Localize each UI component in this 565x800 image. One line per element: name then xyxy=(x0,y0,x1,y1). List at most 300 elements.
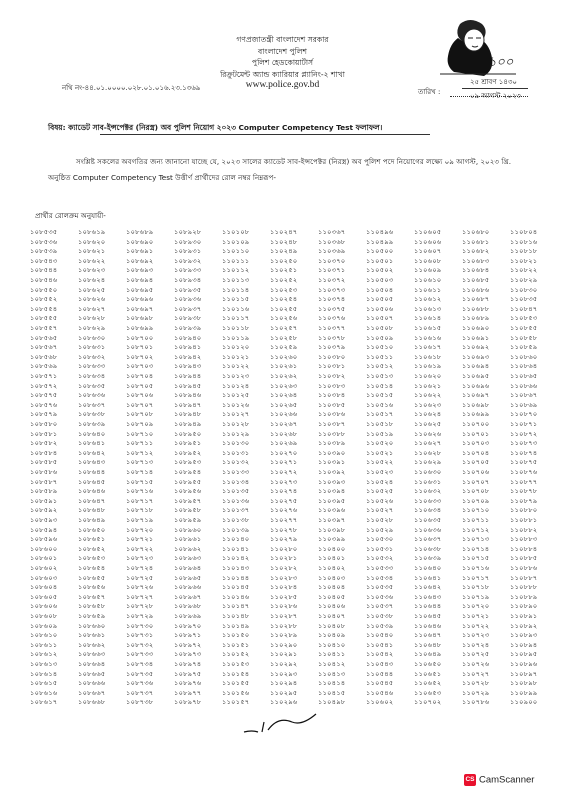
camscanner-watermark xyxy=(464,774,534,786)
roll-number-cell: ১১০৫৩৮ xyxy=(366,612,394,620)
roll-number-cell: ১১০৬৫১ xyxy=(414,669,442,678)
roll-number-cell: ১০৮৬৯৭ xyxy=(126,304,154,313)
roll-number-cell: ১১০১৩১ xyxy=(222,448,250,457)
roll-number-cell: ১১০৮৮৩ xyxy=(510,535,538,544)
list-intro: প্রার্থীর রোলক্রম অনুযায়ী- xyxy=(35,212,106,220)
roll-number-cell: ১১০২৬০ xyxy=(270,352,298,361)
roll-number-cell: ১০৮৫৮০ xyxy=(30,420,58,428)
roll-number-cell: ১০৮৭২৬ xyxy=(126,583,154,592)
roll-number-cell: ১০৮৬১২ xyxy=(30,650,58,659)
roll-number-cell: ১০৮৫৬৭ xyxy=(30,343,58,352)
roll-number-cell: ১০৮৯৪৪ xyxy=(174,372,202,380)
roll-number-cell: ১১০৫৩৯ xyxy=(366,621,394,630)
roll-number-cell: ১১০৮৭৪ xyxy=(510,448,538,457)
roll-number-cell: ১০৮৬৯৫ xyxy=(126,285,154,294)
roll-number-cell: ১১০৭০৮ xyxy=(462,487,490,496)
roll-number-cell: ১০৮৭০৬ xyxy=(126,391,154,400)
roll-number-cell: ১১০৫৩৬ xyxy=(366,592,394,601)
roll-number-cell: ১০৮৫৪৬ xyxy=(30,276,58,284)
roll-number-cell: ১১০৩৯২ xyxy=(318,468,346,476)
subject-underline xyxy=(100,134,430,135)
roll-number-cell: ১১০৩৮৩ xyxy=(318,381,346,390)
roll-number-cell: ১০৮৯৪৬ xyxy=(174,391,202,400)
roll-number-cell: ১১০২৭০ xyxy=(270,448,298,457)
roll-number-cell: ১১০৭২৪ xyxy=(462,640,490,649)
roll-number-cell: ১০৮৯৩৬ xyxy=(174,295,202,304)
roll-number-cell: ১১০৫০১ xyxy=(366,256,394,265)
roll-number-cell: ১১০৭০৯ xyxy=(462,496,490,505)
roll-number-cell: ১০৮৯৬২ xyxy=(174,544,202,553)
roll-number-cell: ১০৮৬৯৮ xyxy=(126,314,154,323)
roll-number-cell: ১১০৬৩২ xyxy=(414,487,442,496)
date-separator xyxy=(462,88,528,89)
roll-number-cell: ১১০২৪৭ xyxy=(270,228,298,236)
roll-number-cell: ১১০৮৮৬ xyxy=(510,564,538,572)
roll-number-cell: ১০৮৫৯৬ xyxy=(30,535,58,544)
roll-number-cell: ১০৮৬২৩ xyxy=(78,266,106,275)
roll-number-cell: ১১০১৫৭ xyxy=(222,698,250,707)
roll-number-cell: ১০৮৯৬১ xyxy=(174,535,202,544)
roll-number-cell: ১১০৮২১ xyxy=(510,256,538,265)
roll-number-cell: ১১০৭২১ xyxy=(462,612,490,620)
roll-number-cell: ১০৮৯৭২ xyxy=(174,640,202,649)
roll-number-cell: ১১০৬৪১ xyxy=(414,573,442,582)
roll-number-cell: ১০৮৯৭১ xyxy=(174,631,202,640)
roll-number-cell: ১১০৬০২ xyxy=(366,698,394,707)
roll-number-cell: ১১০৪০১ xyxy=(318,554,346,563)
roll-number-cell: ১১০৬১৪ xyxy=(414,314,442,323)
roll-number-cell: ১১০৬৩৫ xyxy=(414,516,442,524)
roll-number-cell: ১১০৩৭১ xyxy=(318,266,346,275)
roll-number-cell: ১১০৩৬৮ xyxy=(318,237,346,246)
roll-number-cell: ১০৮৫৬৯ xyxy=(30,362,58,371)
roll-number-cell: ১০৮৭১৫ xyxy=(126,477,154,486)
roll-number-cell: ১১০৩৭৬ xyxy=(318,314,346,323)
roll-number-cell: ১১০১২১ xyxy=(222,352,250,361)
roll-number-cell: ১১০৩৭৭ xyxy=(318,324,346,332)
roll-number-cell: ১০৮৬০৪ xyxy=(30,583,58,592)
roll-number-cell: ১১০৮০৪ xyxy=(510,228,538,236)
roll-number-cell: ১০৮৬১৯ xyxy=(78,228,106,236)
roll-number-cell: ১১০৬০৮ xyxy=(414,256,442,265)
roll-number-cell: ১১০২৮৪ xyxy=(270,583,298,592)
roll-number-cell: ১০৮৭১১ xyxy=(126,439,154,448)
roll-number-cell: ১১০৬৫৩ xyxy=(414,688,442,697)
roll-number-cell: ১০৮৯৩২ xyxy=(174,256,202,265)
roll-number-cell: ১১০১৩০ xyxy=(222,439,250,448)
roll-number-cell: ১০৮৬৩১ xyxy=(78,343,106,352)
roll-number-cell: ১১০৬৩৭ xyxy=(414,535,442,544)
roll-number-cell: ১০৮৬৪৫ xyxy=(78,477,106,486)
roll-number-cell: ১০৮৭১২ xyxy=(126,448,154,457)
roll-number-cell: ১১০৬১৫ xyxy=(414,324,442,332)
roll-number-cell: ১০৮৯৫৭ xyxy=(174,496,202,505)
roll-number-cell: ১১০৪৯৬ xyxy=(366,228,394,236)
roll-number-cell: ১০৮৭৩২ xyxy=(126,640,154,649)
roll-number-cell: ১১০৩৭২ xyxy=(318,276,346,284)
roll-number-cell: ১১০২৬২ xyxy=(270,372,298,380)
roll-number-cell: ১০৮৯২৮ xyxy=(174,228,202,236)
roll-number-cell: ১১০৮১৮ xyxy=(510,247,538,256)
roll-number-cell: ১১০৩৯৭ xyxy=(318,516,346,524)
roll-number-cell: ১১০২৭২ xyxy=(270,468,298,476)
reference-number: নথি নং-৪৪.০১.০০০০.০২৮.০১.০১৬.২৩.১৩৬৯ xyxy=(62,84,201,92)
roll-number-cell: ১০৮৯৭৮ xyxy=(174,698,202,707)
roll-number-cell: ১১০৫২৮ xyxy=(366,516,394,524)
roll-number-cell: ১০৮৬১৩ xyxy=(30,660,58,668)
roll-number-cell: ১০৮৬০৮ xyxy=(30,612,58,620)
website-link[interactable]: www.police.gov.bd xyxy=(245,80,320,91)
roll-number-cell: ১১০৪১৫ xyxy=(318,688,346,697)
roll-number-cell: ১১০১২৫ xyxy=(222,391,250,400)
roll-number-cell: ১১০১১৮ xyxy=(222,324,250,332)
roll-number-cell: ১১০৬৯২ xyxy=(462,343,490,352)
roll-number-cell: ১১০১০৮ xyxy=(222,228,250,236)
roll-number-cell: ১০৮৯৩১ xyxy=(174,247,202,256)
roll-number-cell: ১০৮৯৬৪ xyxy=(174,564,202,572)
roll-number-cell: ১১০২৭৩ xyxy=(270,477,298,486)
roll-number-cell: ১১০৬৩৩ xyxy=(414,496,442,505)
roll-number-cell: ১১০১২৪ xyxy=(222,381,250,390)
roll-number-cell: ১১০১৫০ xyxy=(222,631,250,640)
roll-number-cell: ১১০৮৭৩ xyxy=(510,439,538,448)
roll-number-cell: ১১০৩৭০ xyxy=(318,256,346,265)
roll-number-cell: ১১০৪১৪ xyxy=(318,679,346,688)
roll-number-cell: ১১০১৪১ xyxy=(222,544,250,553)
roll-number-cell: ১১০৮৮০ xyxy=(510,506,538,515)
roll-number-cell: ১১০৮৫৫ xyxy=(510,324,538,332)
roll-number-cell: ১০৮৬৩৪ xyxy=(78,372,106,380)
roll-number-cell: ১০৮৬৩৮ xyxy=(78,410,106,419)
roll-number-cell: ১১০২৬৩ xyxy=(270,381,298,390)
roll-number-cell: ১১০৮৭৬ xyxy=(510,468,538,476)
roll-number-cell: ১১০১৩৬ xyxy=(222,496,250,505)
roll-number-cell: ১০৮৯৩৪ xyxy=(174,276,202,284)
roll-number-cell: ১০৮৬২৯ xyxy=(78,324,106,332)
roll-number-cell: ১১০৬২৫ xyxy=(414,420,442,428)
roll-number-cell: ১০৮৫৮৬ xyxy=(30,468,58,476)
roll-number-cell: ১১০৮৯২ xyxy=(510,621,538,630)
roll-number-cell: ১০৮৭০৮ xyxy=(126,410,154,419)
roll-number-cell: ১১০৮৭৯ xyxy=(510,496,538,505)
roll-number-cell: ১১০২৯৪ xyxy=(270,679,298,688)
roll-number-cell: ১০৮৭০০ xyxy=(126,333,154,342)
roll-number-cell: ১০৮৬৩২ xyxy=(78,352,106,361)
roll-number-cell: ১১০৫১৪ xyxy=(366,381,394,390)
roll-number-cell: ১১০৬৯৮ xyxy=(462,400,490,409)
roll-number-cell: ১১০৩৮৯ xyxy=(318,439,346,448)
roll-number-cell: ১১০২৭৬ xyxy=(270,506,298,515)
roll-number-cell: ১১০৬৩০ xyxy=(414,468,442,476)
roll-number-cell: ১১০৮৯৬ xyxy=(510,660,538,668)
roll-number-cell: ১১০২৬৫ xyxy=(270,400,298,409)
roll-number-cell: ১০৮৫৭৫ xyxy=(30,391,58,400)
roll-number-cell: ১১০৬৪৫ xyxy=(414,612,442,620)
roll-number-cell: ১১০৭২৩ xyxy=(462,631,490,640)
roll-number-cell: ১০৮৬৫৯ xyxy=(78,612,106,620)
roll-number-cell: ১১০২৬৮ xyxy=(270,429,298,438)
roll-number-cell: ১০৮৬৬২ xyxy=(78,640,106,649)
roll-number-cell: ১০৮৯৬৩ xyxy=(174,554,202,563)
roll-number-cell: ১১০৮৯৪ xyxy=(510,640,538,649)
roll-number-cell: ১১০৩৭৮ xyxy=(318,333,346,342)
roll-number-cell: ১১০৭২২ xyxy=(462,621,490,630)
roll-number-cell: ১১০৬৩৪ xyxy=(414,506,442,515)
roll-number-cell: ১০৮৭৩০ xyxy=(126,621,154,630)
roll-number-cell: ১১০৭০৩ xyxy=(462,439,490,448)
roll-number-cell: ১১০৩৯৫ xyxy=(318,496,346,505)
portrait-emblem-image xyxy=(430,16,522,78)
roll-number-cell: ১০৮৯৪৮ xyxy=(174,410,202,419)
roll-number-cell: ১১০৪০৬ xyxy=(318,602,346,611)
roll-number-cell: ১০৮৬১০ xyxy=(30,631,58,640)
roll-number-cell: ১১০৮৩০ xyxy=(510,285,538,294)
roll-number-cell: ১১০১১১ xyxy=(222,256,250,265)
roll-number-cell: ১১০৬৮৪ xyxy=(462,266,490,275)
roll-number-cell: ১১০২৬১ xyxy=(270,362,298,371)
roll-number-cell: ১১০৩৯৯ xyxy=(318,535,346,544)
roll-number-cell: ১০৮৬৩৫ xyxy=(78,381,106,390)
roll-number-cell: ১০৮৯৬৬ xyxy=(174,583,202,592)
roll-number-cell: ১০৮৭১০ xyxy=(126,429,154,438)
roll-number-cell: ১১০১৪২ xyxy=(222,554,250,563)
roll-number-cell: ১১০৬৫২ xyxy=(414,679,442,688)
roll-number-cell: ১০৮৬৫৭ xyxy=(78,592,106,601)
roll-number-cell: ১১০৫০৯ xyxy=(366,333,394,342)
roll-number-cell: ১১০৬১১ xyxy=(414,285,442,294)
roll-number-cell: ১০৮৬০৬ xyxy=(30,602,58,611)
roll-number-cell: ১১০৬০৫ xyxy=(414,228,442,236)
police-name: বাংলাদেশ পুলিশ xyxy=(258,46,307,56)
roll-number-cell: ১১০৭১৮ xyxy=(462,583,490,592)
roll-number-cell: ১১০২৯১ xyxy=(270,650,298,659)
roll-number-cell: ১১০৫০৭ xyxy=(366,314,394,323)
roll-number-cell: ১০৮৭১৬ xyxy=(126,487,154,496)
roll-number-cell: ১১০৮৯৩ xyxy=(510,631,538,640)
roll-number-cell: ১১০১৫৬ xyxy=(222,688,250,697)
hq-name: পুলিশ হেডকোয়ার্টার্স xyxy=(251,58,314,68)
roll-number-cell: ১১০৫২১ xyxy=(366,448,394,457)
roll-number-cell: ১০৮৯৬৭ xyxy=(174,592,202,601)
roll-number-cell: ১১০৬১৭ xyxy=(414,343,442,352)
roll-number-cell: ১০৮৬৬৪ xyxy=(78,660,106,668)
roll-number-cell: ১১০৮৬৯ xyxy=(510,400,538,409)
svg-text:১০০: ১০০ xyxy=(488,55,514,70)
roll-number-cell: ১০৮৫৮৯ xyxy=(30,487,58,496)
roll-number-cell: ১১০৭২৭ xyxy=(462,669,490,678)
roll-number-cell: ১০৮৯৫৫ xyxy=(174,477,202,486)
roll-number-cell: ১০৮৭০৫ xyxy=(126,381,154,390)
roll-number-cell: ১১০২৫৮ xyxy=(270,333,298,342)
roll-number-cell: ১১০৭২৫ xyxy=(462,650,490,659)
roll-number-cell: ১১০২৮৩ xyxy=(270,573,298,582)
roll-number-cell: ১১০১৪৬ xyxy=(222,592,250,601)
roll-number-cell: ১১০২৬৬ xyxy=(270,410,298,419)
roll-number-cell: ১১০১২৭ xyxy=(222,410,250,419)
roll-number-cell: ১০৮৬৬৭ xyxy=(78,688,106,697)
roll-number-cell: ১০৮৬৬৬ xyxy=(78,679,106,688)
roll-number-cell: ১০৮৬৯৯ xyxy=(126,324,154,332)
roll-number-cell: ১১০৫৪৫ xyxy=(366,679,394,688)
roll-number-cell: ১১০২৫৩ xyxy=(270,285,298,294)
roll-number-cell: ১১০৭০৭ xyxy=(462,477,490,486)
roll-number-cell: ১১০৮৬৭ xyxy=(510,391,538,400)
roll-number-cell: ১০৮৬৫৮ xyxy=(78,602,106,611)
roll-number-cell: ১০৮৬১৭ xyxy=(30,698,58,707)
roll-number-cell: ১১০৮৭১ xyxy=(510,420,538,428)
roll-number-cell: ১১০৩৮৬ xyxy=(318,410,346,419)
roll-number-cell: ১১০৯০০ xyxy=(510,698,538,707)
roll-number-cell: ১১০৮৪৭ xyxy=(510,304,538,313)
roll-number-cell: ১১০৮১৬ xyxy=(510,237,538,246)
roll-number-cell: ১১০২৫৭ xyxy=(270,324,298,332)
roll-number-cell: ১১০৬২৬ xyxy=(414,429,442,438)
roll-number-cell: ১১০২৯০ xyxy=(270,640,298,649)
roll-number-cell: ১১০২৮৭ xyxy=(270,612,298,620)
roll-number-cell: ১১০৬৩৯ xyxy=(414,554,442,563)
roll-number-cell: ১০৮৫৮১ xyxy=(30,429,58,438)
roll-number-cell: ১১০৭০৪ xyxy=(462,448,490,457)
roll-number-cell: ১০৮৯৬০ xyxy=(174,525,202,534)
roll-number-cell: ১১০২৯৩ xyxy=(270,669,298,678)
roll-number-cell: ১০৮৬২১ xyxy=(78,247,106,256)
roll-number-cell: ১১০২৮২ xyxy=(270,564,298,572)
roll-number-cell: ১১০২৫৪ xyxy=(270,295,298,304)
roll-number-cell: ১১০৩৬৯ xyxy=(318,247,346,256)
roll-number-cell: ১০৮৬৬৮ xyxy=(78,698,106,707)
roll-number-cell: ১০৮৭১৯ xyxy=(126,516,154,524)
roll-number-cell: ১০৮৫৩৬ xyxy=(30,237,58,246)
roll-number-cell: ১১০৫১৫ xyxy=(366,391,394,400)
roll-number-cell: ১০৮৬০৫ xyxy=(30,592,58,601)
notice-body: সংশ্লিষ্ট সকলের অবগতির জন্য জানানো যাচ্ছে যে, ২০২৩ সালের ক্যাডেট সাব-ইন্সপেক্টর (নিরস্ত্র) অব পুলিশ পদে নিয়োগের লক্ষ্যে ০৯ আগস্ট, ২০২৩ খ্রি. অনুষ্ঠিত Computer Competency Test উত্তীর্ণ প্রার্থীদের রোল নম্বর নিম্নরূপ- xyxy=(48,157,512,182)
roll-number-cell: ১১০৮৯৮ xyxy=(510,679,538,688)
roll-number-cell: ১০৮৬৯২ xyxy=(126,256,154,265)
roll-number-cell: ১০৮৯৬৮ xyxy=(174,602,202,611)
roll-number-cell: ১০৮৫৭৯ xyxy=(30,410,58,419)
roll-number-cell: ১০৮৬৮৯ xyxy=(126,228,154,236)
roll-number-cell: ১১০৫২৯ xyxy=(366,525,394,534)
roll-number-cell: ১১০৩৯৪ xyxy=(318,487,346,496)
roll-number-cell: ১০৮৯৩৯ xyxy=(174,324,202,332)
roll-number-cell: ১১০২৬৭ xyxy=(270,420,298,428)
roll-number-cell: ১০৮৫৫০ xyxy=(30,285,58,294)
roll-number-cell: ১১০৪৯৮ xyxy=(318,698,346,707)
roll-number-cell: ১০৮৫৮২ xyxy=(30,439,58,448)
roll-number-cell: ১১০২৭৯ xyxy=(270,535,298,544)
roll-number-cell: ১১০৭২৮ xyxy=(462,679,490,688)
roll-number-cell: ১০৮৬৪৮ xyxy=(78,506,106,515)
roll-number-cell: ১০৮৯৫৮ xyxy=(174,506,202,515)
roll-number-cell: ১১০৬৪২ xyxy=(414,583,442,592)
roll-number-cell: ১১০৫১৭ xyxy=(366,410,394,419)
roll-number-cell: ১১০১৩৫ xyxy=(222,487,250,496)
roll-number-cell: ১১০৮২৯ xyxy=(510,276,538,284)
roll-number-cell: ১০৮৭৩৭ xyxy=(126,688,154,697)
roll-number-cell: ১০৮৭২১ xyxy=(126,535,154,544)
roll-number-cell: ১১০১৩৩ xyxy=(222,468,250,476)
subject-line: বিষয়: ক্যাডেট সাব-ইন্সপেক্টর (নিরস্ত্র) অব পুলিশ নিয়োগ ২০২৩ Computer Competency Test ফলাফল। xyxy=(48,123,383,132)
roll-number-cell: ১১০৭১৪ xyxy=(462,544,490,553)
roll-number-cell: ১০৮৬২৭ xyxy=(78,304,106,313)
roll-number-cell: ১১০৮২২ xyxy=(510,266,538,275)
roll-number-cell: ১১০১৫৪ xyxy=(222,669,250,678)
roll-number-cell: ১১০৮৮৮ xyxy=(510,583,538,592)
roll-number-cell: ১১০৬৮১ xyxy=(462,237,490,246)
roll-number-cell: ১০৮৬৬৩ xyxy=(78,650,106,659)
roll-number-cell: ১০৮৬৯৪ xyxy=(126,276,154,284)
signature-image xyxy=(242,712,322,738)
roll-number-cell: ১১০৪০৯ xyxy=(318,631,346,640)
roll-number-cell: ১০৮৬৩৯ xyxy=(78,420,106,428)
roll-number-cell: ১০৮৬২২ xyxy=(78,256,106,265)
roll-number-cell: ১১০৩৯৩ xyxy=(318,477,346,486)
roll-number-cell: ১০৮৯৩৮ xyxy=(174,314,202,323)
roll-number-cell: ১১০১১৬ xyxy=(222,304,250,313)
roll-number-cell: ১১০৭১৩ xyxy=(462,535,490,544)
roll-number-cell: ১১০৭০২ xyxy=(414,698,442,707)
roll-number-cell: ১১০১২০ xyxy=(222,343,250,352)
roll-number-cell: ১১০২৭৪ xyxy=(270,487,298,496)
roll-number-cell: ১১০৬১০ xyxy=(414,276,442,284)
roll-number-cell: ১১০৬৮৬ xyxy=(462,285,490,294)
roll-number-cell: ১১০৮৯০ xyxy=(510,602,538,611)
roll-number-cell: ১১০৪১১ xyxy=(318,650,346,659)
roll-number-cell: ১১০২৬৯ xyxy=(270,439,298,448)
roll-number-cell: ১১০৩৮০ xyxy=(318,352,346,361)
roll-number-cell: ১১০২৯৬ xyxy=(270,698,298,707)
roll-number-cell: ১১০৬৪০ xyxy=(414,564,442,572)
roll-number-cell: ১১০৮৭৮ xyxy=(510,487,538,496)
roll-number-cell: ১১০২৫২ xyxy=(270,276,298,284)
roll-number-cell: ১১০২৮৮ xyxy=(270,621,298,630)
roll-number-cell: ১১০৫২৪ xyxy=(366,477,394,486)
roll-number-cell: ১১০১১৭ xyxy=(222,314,250,323)
roll-number-cell: ১১০২৪৯ xyxy=(270,247,298,256)
roll-number-cell: ১১০৮৬৬ xyxy=(510,381,538,390)
roll-number-cell: ১১০৬৮৯ xyxy=(462,314,490,323)
roll-number-cell: ১০৮৬৯০ xyxy=(126,237,154,246)
roll-number-cell: ১১০১১৫ xyxy=(222,295,250,304)
roll-number-cell: ১০৮৯৭০ xyxy=(174,621,202,630)
roll-number-cell: ১০৮৭১৭ xyxy=(126,496,154,505)
roll-number-cell: ১১০৪০২ xyxy=(318,564,346,572)
roll-number-cell: ১১০৬৪৮ xyxy=(414,640,442,649)
roll-number-cell: ১১০৩৬৭ xyxy=(318,228,346,236)
roll-number-cell: ১০৮৯৪০ xyxy=(174,333,202,342)
roll-number-cell: ১১০৬৩৮ xyxy=(414,544,442,553)
roll-number-cell: ১১০২৮৬ xyxy=(270,602,298,611)
roll-number-cell: ১১০৩৮১ xyxy=(318,362,346,371)
roll-number-cell: ১১০৩৯৬ xyxy=(318,506,346,515)
roll-number-cell: ১০৮৬১৪ xyxy=(30,669,58,678)
roll-number-cell: ১১০৬০৯ xyxy=(414,266,442,275)
roll-number-cell: ১১০৬৯৭ xyxy=(462,391,490,400)
roll-number-cell: ১১০২৫৬ xyxy=(270,314,298,323)
roll-number-cell: ১১০৮৮২ xyxy=(510,525,538,534)
roll-number-cell: ১১০২৮৫ xyxy=(270,592,298,601)
roll-number-cell: ১১০৬৪৯ xyxy=(414,650,442,659)
roll-number-cell: ১১০২৫০ xyxy=(270,256,298,265)
roll-number-cell: ১১০৬৫০ xyxy=(414,660,442,668)
roll-number-cell: ১১০৫৪৪ xyxy=(366,669,394,678)
roll-number-cell: ১০৮৫৬৮ xyxy=(30,352,58,361)
roll-number-cell: ১১০৮৮৫ xyxy=(510,554,538,563)
roll-number-cell: ১১০৫১৮ xyxy=(366,420,394,428)
roll-number-cell: ১১০৩৯০ xyxy=(318,448,346,457)
roll-number-cell: ১১০৫১৬ xyxy=(366,400,394,409)
roll-number-cell: ১০৮৬৩৬ xyxy=(78,391,106,400)
